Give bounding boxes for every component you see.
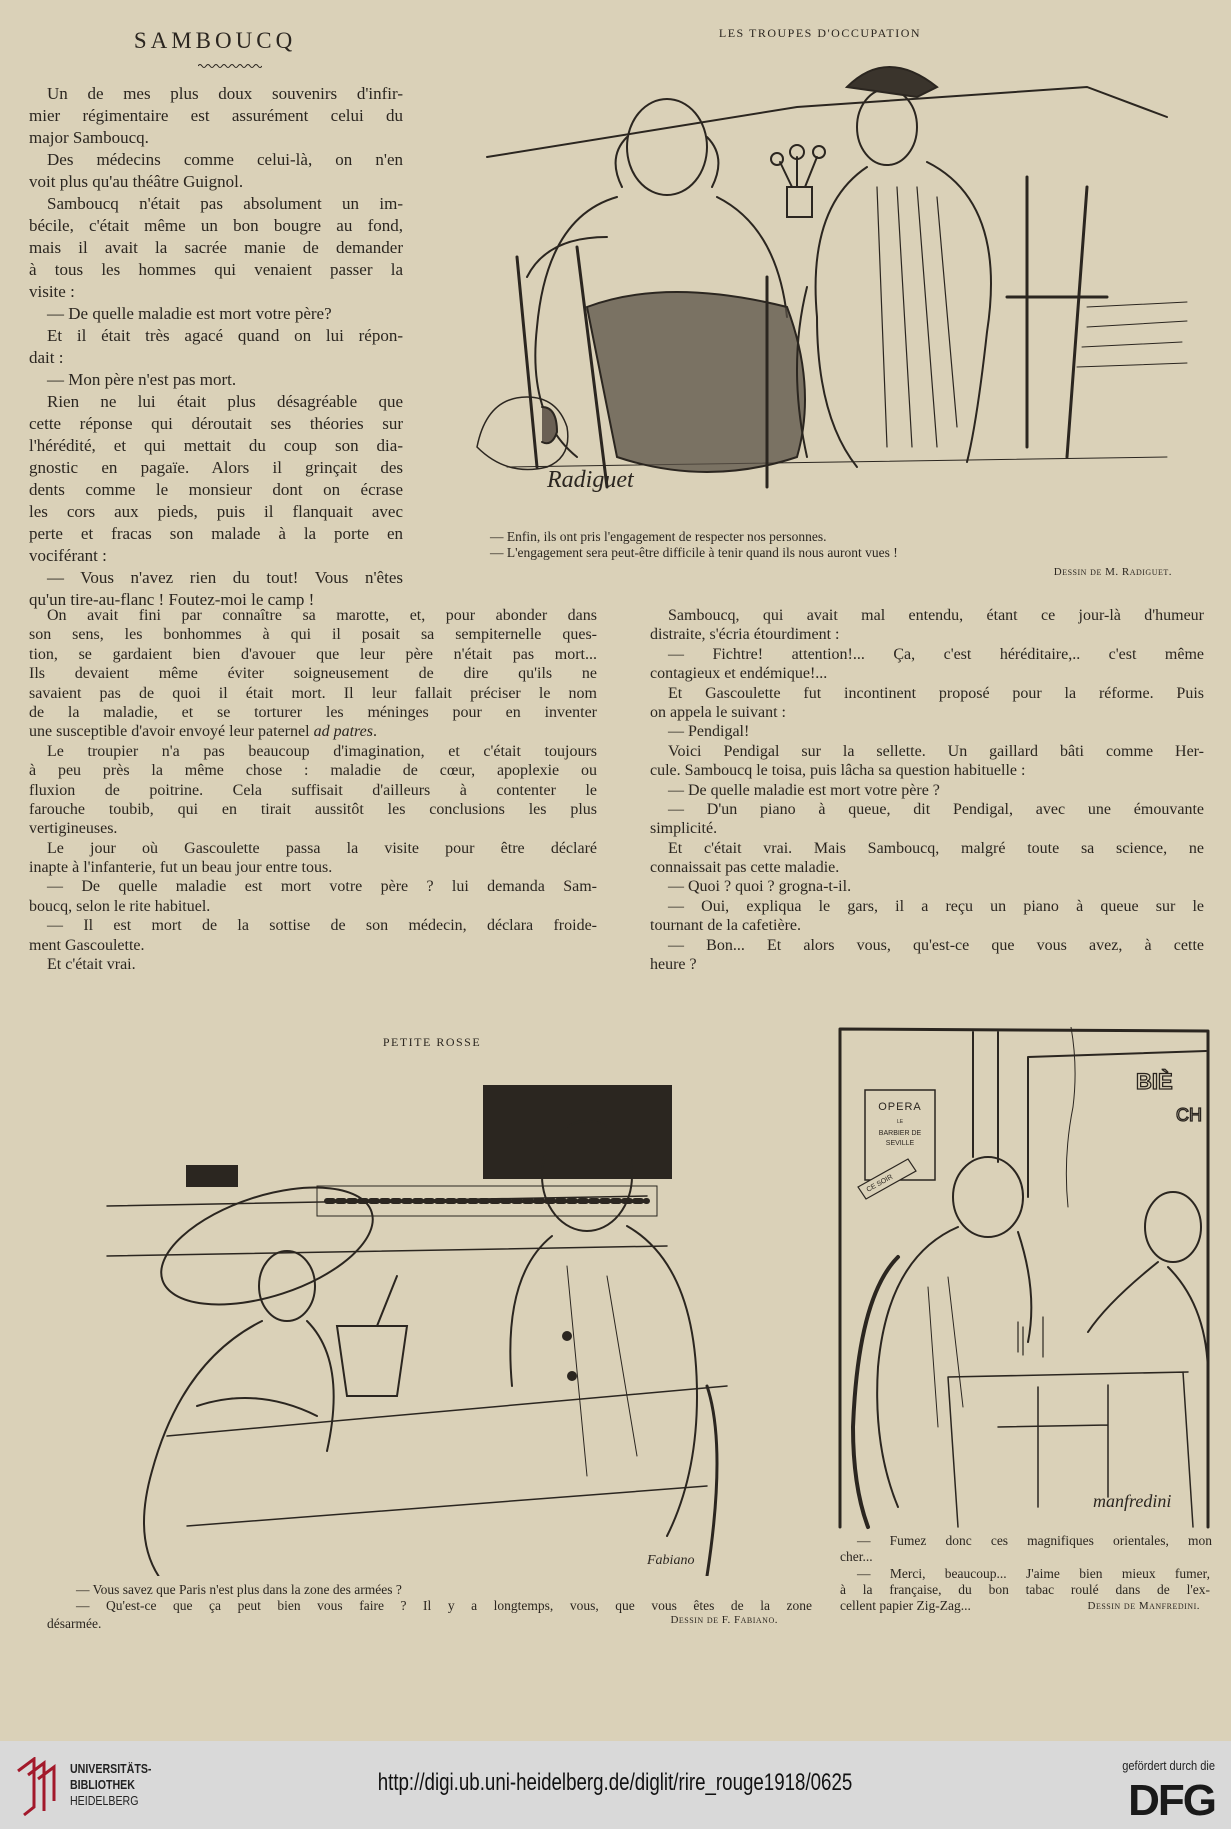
text-line: contagieux et endémique!... [650, 665, 828, 683]
text-line: boucq, selon le rite habituel. [29, 897, 211, 915]
window-sign-line-1: BIÈ [1136, 1069, 1173, 1094]
caption-fumez-line-5: cellent papier Zig-Zag... [840, 1598, 971, 1613]
text-line: à peu près la même chose : maladie de cœur, apoplexie ou [29, 762, 597, 780]
text-line: l'hérédité, et qui mettait du coup son dia- [29, 436, 403, 455]
text-line: major Samboucq. [29, 128, 149, 147]
text-line: Et c'était vrai. Mais Samboucq, malgré toute sa science, ne [668, 839, 1204, 857]
library-name [70, 1761, 151, 1809]
text-line: dait : [29, 348, 64, 367]
text-line: on appela le suivant : [650, 703, 786, 721]
illustration-fumez [838, 1027, 1211, 1530]
text-line: — D'un piano à queue, dit Pendigal, avec une émouvante [668, 800, 1204, 818]
text-line: Des médecins comme celui-là, on n'en [47, 150, 403, 169]
text-line: tournant de la cafetière. [650, 917, 802, 935]
text-line: bécile, c'était même un bon bougre au fond, [29, 216, 403, 235]
text-line: — De quelle maladie est mort votre père ? lui demanda Sam- [47, 878, 597, 896]
caption-occupation-line-2: — L'engagement sera peut-être difficile à tenir quand ils nous auront vues ! [490, 545, 898, 560]
text-line: — Quoi ? quoi ? grogna-t-il. [668, 878, 852, 896]
text-line: cule. Samboucq le toisa, puis lâcha sa question habituelle : [650, 762, 1026, 780]
text-line: à tous les hommes qui venaient passer la [29, 260, 403, 279]
poster-opera: OPERA [878, 1101, 922, 1113]
text-line: ment Gascoulette. [29, 936, 145, 954]
credit-manfredini: Dessin de Manfredini. [1087, 1600, 1200, 1612]
text-line: simplicité. [650, 820, 718, 838]
text-line: savaient pas de quoi il était mort. Il leur fallait préciser le nom [29, 684, 597, 702]
text-line: — De quelle maladie est mort votre père? [47, 304, 332, 323]
university-library-logo-icon [14, 1757, 62, 1819]
caption-rosse-line-2: — Qu'est-ce que ça peut bien vous faire ? Il y a longtemps, vous, que vous êtes de la zone [76, 1598, 812, 1613]
text-line: Samboucq n'était pas absolument un im- [47, 194, 403, 213]
text-line: vociférant : [29, 546, 107, 565]
text-line: Le jour où Gascoulette passa la visite pour être déclaré [47, 839, 597, 857]
signature-radiguet: Radiguet [547, 467, 634, 493]
signature-fabiano: Fabiano [647, 1553, 695, 1568]
caption-fumez-line-2: cher... [840, 1549, 873, 1564]
cartoon-title-petite-rosse: PETITE ROSSE [382, 1035, 482, 1049]
text-line: vertigineuses. [29, 820, 118, 838]
text-line: inapte à l'infanterie, fut un beau jour entre tous. [29, 859, 333, 877]
window-sign-line-2: CH [1176, 1105, 1202, 1125]
library-name-line-3: HEIDELBERG [70, 1794, 139, 1808]
library-name-line-2: BIBLIOTHEK [70, 1778, 135, 1792]
text-line: heure ? [650, 956, 697, 974]
title-ornament [198, 62, 262, 70]
text-line: — Bon... Et alors vous, qu'est-ce que vous avez, à cette [668, 936, 1204, 954]
poster-seville: SEVILLE [885, 1140, 915, 1147]
text-line: Ils devaient même éviter soigneusement de dire qu'ils ne [29, 665, 597, 683]
text-line: mier régimentaire est assurément celui du [29, 106, 403, 125]
caption-rosse-line-3: désarmée. [47, 1616, 102, 1631]
caption-occupation-line-1: — Enfin, ils ont pris l'engagement de respecter nos personnes. [490, 529, 827, 544]
funding-label: gefördert durch die [1122, 1758, 1215, 1773]
article-column-1 [29, 83, 403, 611]
text-line: Et il était très agacé quand on lui répon- [47, 326, 403, 345]
text-line [29, 722, 597, 741]
text-line: cette réponse qui déroutait ses théories sur [29, 414, 403, 433]
text-line: fluxion de poitrine. Cela suffisait d'ailleurs à contenter le [29, 781, 597, 799]
text-line: Samboucq, qui avait mal entendu, étant ce jour-là d'humeur [668, 607, 1204, 624]
text-line: Un de mes plus doux souvenirs d'infir- [47, 84, 403, 103]
text-line: farouche toubib, qui en tirait aussitôt les conclusions les plus [29, 800, 597, 818]
text-line: gnostic en pagaïe. Alors il grinçait des [29, 458, 403, 477]
italic-phrase: ad patres [313, 723, 373, 741]
text-line: — Pendigal! [668, 723, 750, 741]
text-line: son sens, les bonhommes à qui il posait sa sempiternelle ques- [29, 626, 597, 644]
text-line: connaissait pas cette maladie. [650, 859, 840, 877]
text-line: Rien ne lui était plus désagréable que [47, 392, 403, 411]
poster-le: LE [896, 1119, 904, 1125]
text-line: tion, se gardaient bien d'avouer que leur père n'était pas mort... [29, 645, 597, 663]
text-line: voit plus qu'au théâtre Guignol. [29, 172, 244, 191]
text-line: — Il est mort de la sottise de son médecin, déclara froide- [47, 917, 597, 935]
dfg-logo: DFG [1128, 1776, 1215, 1825]
signature-manfredini: manfredini [1093, 1491, 1172, 1511]
text-line: Le troupier n'a pas beaucoup d'imagination, et c'était toujours [47, 742, 597, 760]
text-line: — Mon père n'est pas mort. [47, 370, 237, 389]
article-column-2 [29, 606, 597, 974]
text-line: Et c'était vrai. [47, 956, 136, 974]
caption-fumez-line-3: — Merci, beaucoup... J'aime bien mieux fumer, [857, 1566, 1210, 1581]
text-line: mais il avait la sacrée manie de demander [29, 238, 403, 257]
text-span: . [372, 723, 377, 741]
illustration-petite-rosse [47, 1056, 812, 1576]
caption-fumez-line-1: — Fumez donc ces magnifiques orientales, mon [857, 1533, 1212, 1548]
text-line: — De quelle maladie est mort votre père ? [668, 781, 940, 799]
text-line: distraite, s'écria étourdiment : [650, 626, 840, 644]
caption-rosse-line-1: — Vous savez que Paris n'est plus dans la zone des armées ? [76, 1582, 402, 1597]
text-line: de la maladie, et se torturer les méninges pour en inventer [29, 703, 597, 721]
text-span: une susceptible d'avoir envoyé leur paternel [29, 723, 314, 741]
text-line: dents comme le monsieur dont on écrase [29, 480, 403, 499]
article-title: SAMBOUCQ [133, 28, 297, 53]
text-line: — Oui, expliqua le gars, il a reçu un piano à queue sur le [668, 897, 1204, 915]
text-line: Voici Pendigal sur la sellette. Un gaillard bâti comme Her- [668, 742, 1204, 760]
text-line: perte et fracas son malade à la porte en [29, 524, 403, 543]
poster-barbier: BARBIER DE [878, 1130, 922, 1137]
credit-fabiano: Dessin de F. Fabiano. [670, 1614, 778, 1626]
caption-fumez-line-4: à la française, du bon tabac roulé dans de l'ex- [840, 1582, 1210, 1597]
library-name-line-1: UNIVERSITÄTS- [70, 1762, 152, 1776]
text-line: On avait fini par connaître sa marotte, et, pour abonder dans [47, 607, 597, 624]
digitization-footer [0, 1741, 1231, 1829]
text-line: — Fichtre! attention!... Ça, c'est héréditaire,.. c'est même [668, 645, 1204, 663]
text-line: visite : [29, 282, 75, 301]
text-line: — Vous n'avez rien du tout! Vous n'êtes [47, 568, 403, 587]
permalink-url[interactable]: http://digi.ub.uni-heidelberg.de/diglit/rire_rouge1918/0625 [377, 1769, 853, 1796]
poster-ce-soir: CE SOIR [865, 1173, 895, 1194]
text-line: Et Gascoulette fut incontinent proposé pour la réforme. Puis [668, 684, 1204, 702]
cartoon-title-occupation: LES TROUPES D'OCCUPATION [718, 26, 922, 40]
illustration-occupation [467, 47, 1202, 525]
text-line: les cors aux pieds, puis il flanquait avec [29, 502, 403, 521]
credit-radiguet: Dessin de M. Radiguet. [1053, 566, 1172, 578]
article-column-3 [650, 606, 1204, 974]
text-line: qu'un tire-au-flanc ! Foutez-moi le camp ! [29, 590, 315, 609]
